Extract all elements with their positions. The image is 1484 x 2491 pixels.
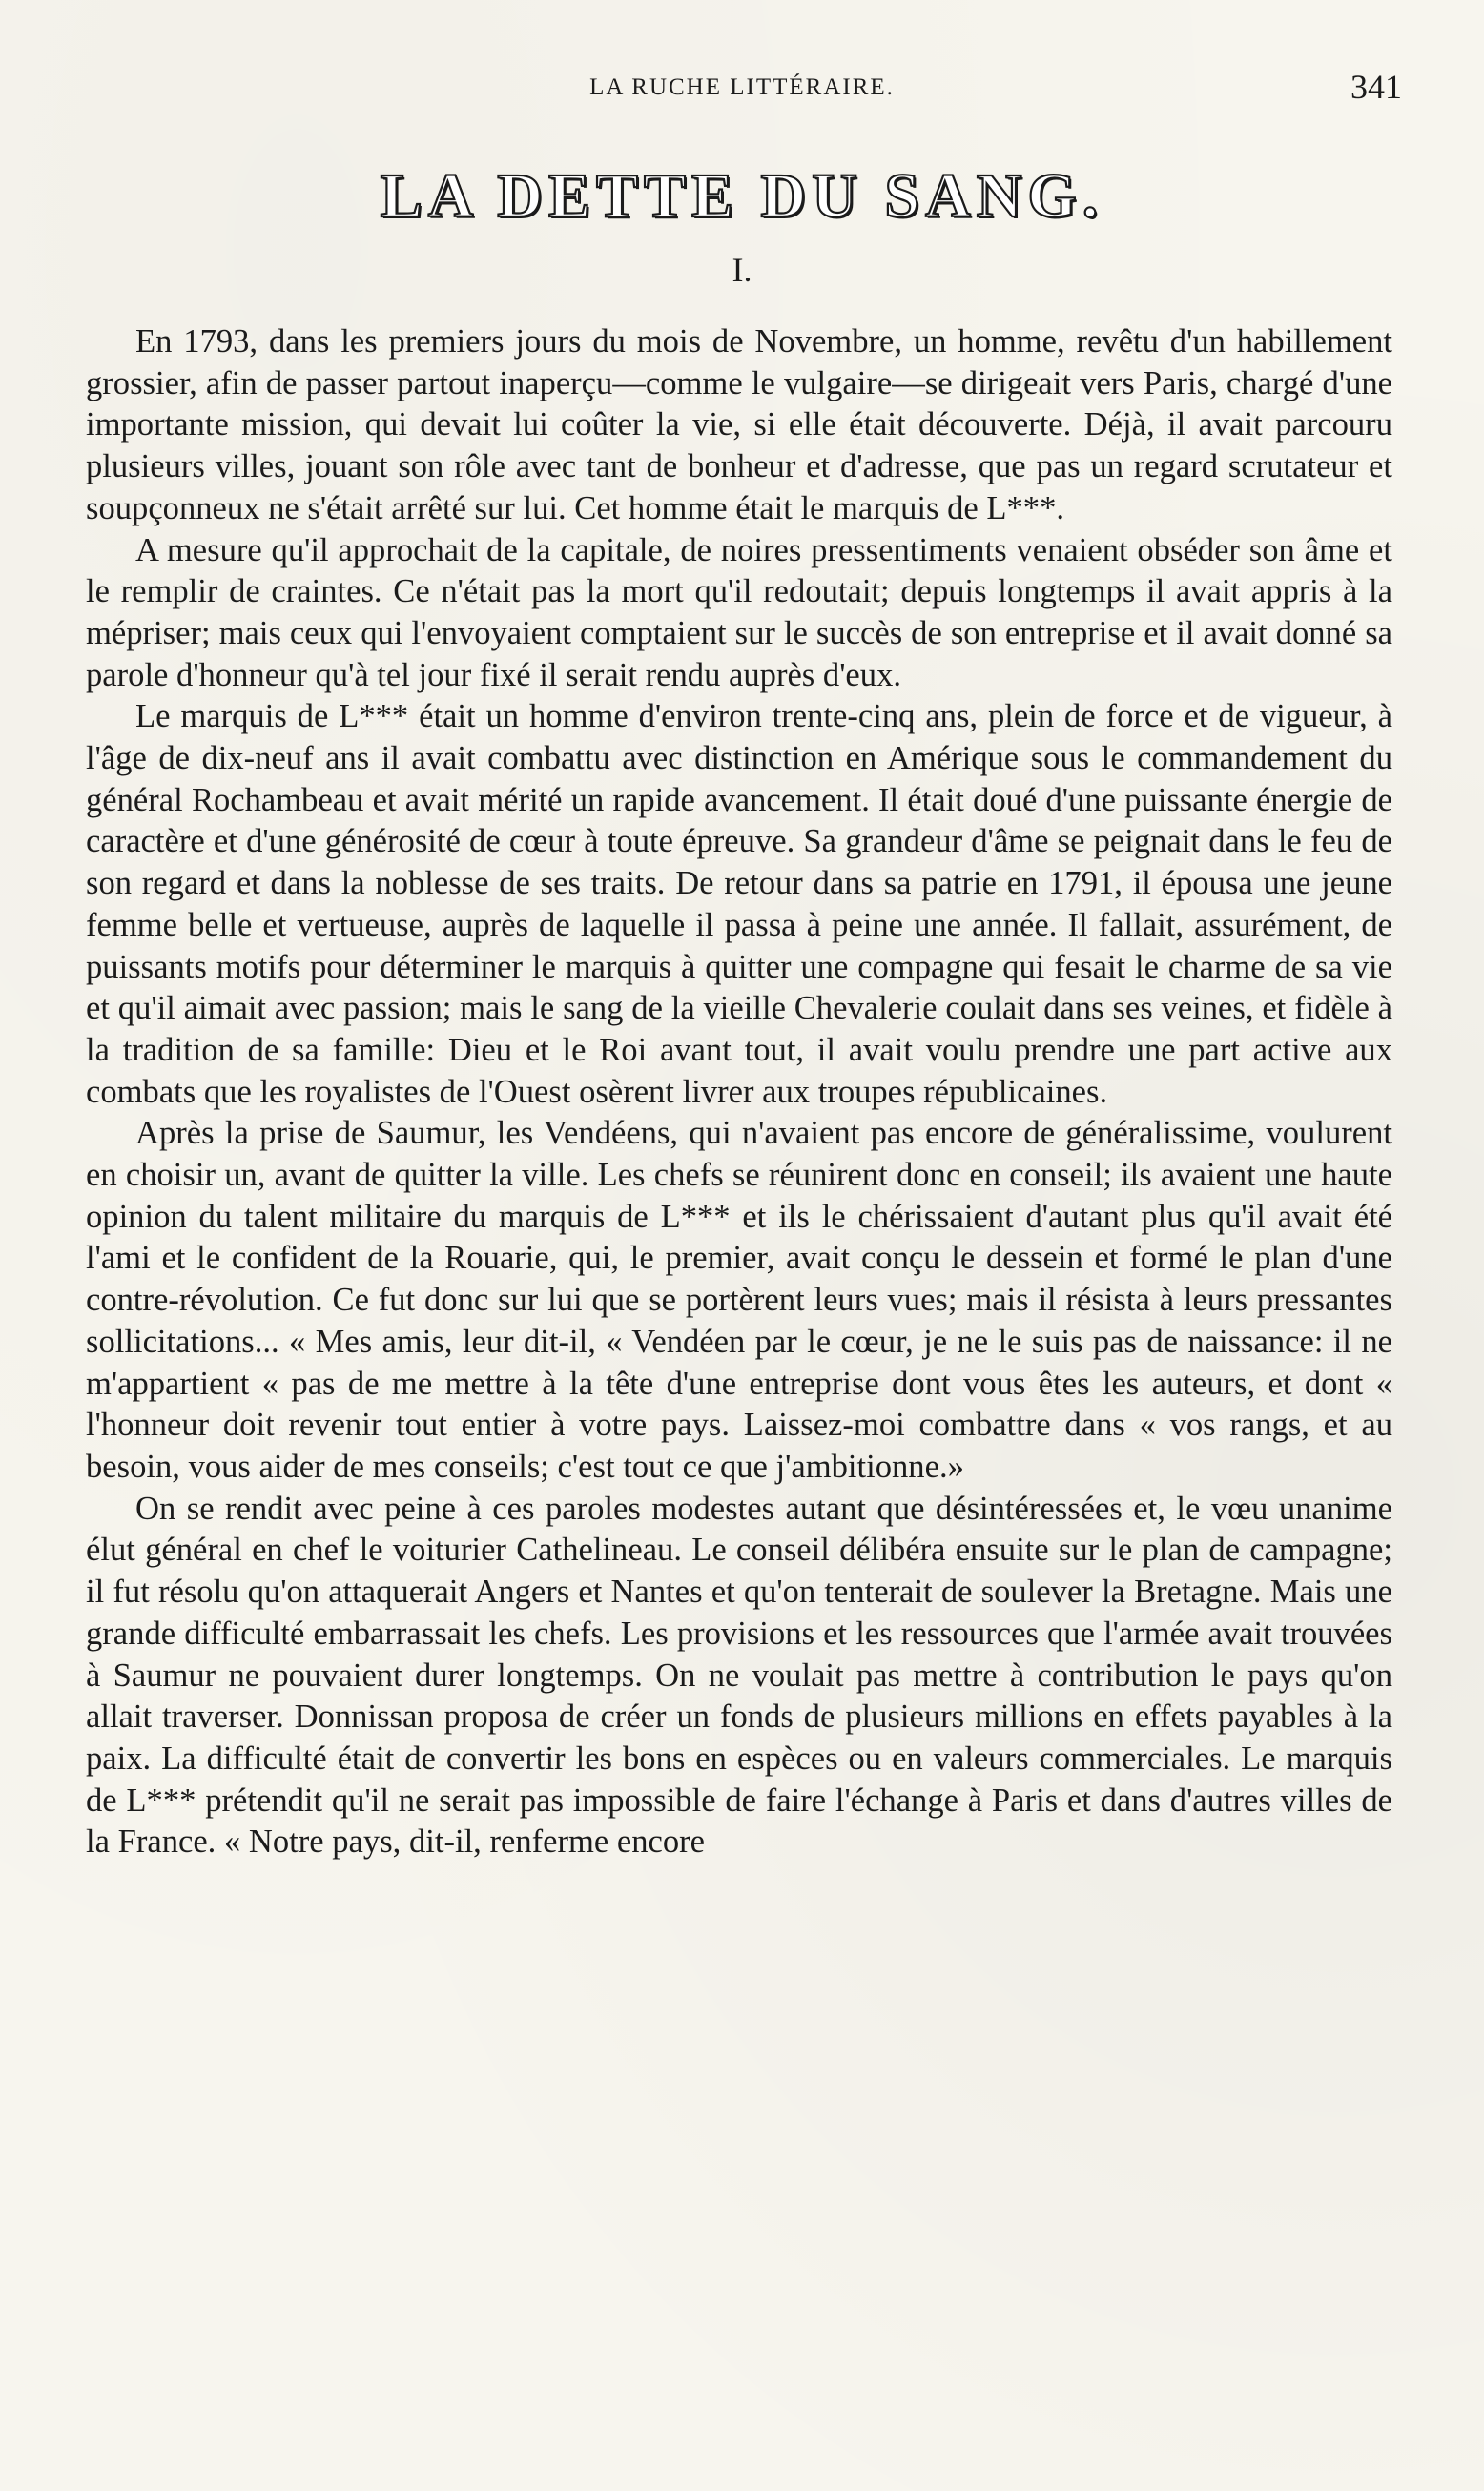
paragraph: Après la prise de Saumur, les Vendéens, qui n'avaient pas encore de généralissime, voulurent en choisir un, avant de quitter la ville. Les chefs se réunirent donc en conseil; ils avaient une haute opinion du talent militaire du marquis de L*** et ils le chérissaient d'autant plus qu'il avait été l'ami et le confident de la Rouarie, qui, le premier, avait conçu le dessein et formé le plan d'une contre-révolution. Ce fut donc sur lui que se portèrent leurs vues; mais il résista à leurs pressantes sollicitations... « Mes amis, leur dit-il, « Vendéen par le cœur, je ne le suis pas de naissance: il ne m'appartient « pas de me mettre à la tête d'une entreprise dont vous êtes les auteurs, et dont « l'honneur doit revenir tout entier à votre pays. Laissez-moi combattre dans « vos rangs, et au besoin, vous aider de mes conseils; c'est tout ce que j'ambitionne.» xyxy=(86,1115,1392,1485)
article-body xyxy=(86,321,1392,1863)
paragraph: A mesure qu'il approchait de la capitale, de noires pressentiments venaient obséder son âme et le remplir de craintes. Ce n'était pas la mort qu'il redoutait; depuis longtemps il avait appris à la mépriser; mais ceux qui l'envoyaient comptaient sur le succès de son entreprise et il avait donné sa parole d'honneur qu'à tel jour fixé il serait rendu auprès d'eux. xyxy=(86,531,1392,693)
running-title: LA RUCHE LITTÉRAIRE. xyxy=(589,74,895,100)
paragraph: On se rendit avec peine à ces paroles modestes autant que désintéressées et, le vœu unanime élut général en chef le voiturier Cathelineau. Le conseil délibéra ensuite sur le plan de campagne; il fut résolu qu'on attaquerait Angers et Nantes et qu'on tenterait de soulever la Bretagne. Mais une grande difficulté embarrassait les chefs. Les provisions et les ressources que l'armée avait trouvées à Saumur ne pouvaient durer longtemps. On ne voulait pas mettre à contribution le pays qu'on allait traverser. Donnissan proposa de créer un fonds de plusieurs millions en effets payables à la paix. La difficulté était de convertir les bons en espèces ou en valeurs commerciales. Le marquis de L*** prétendit qu'il ne serait pas impossible de faire l'échange à Paris et dans d'autres villes de la France. « Notre pays, dit-il, renferme encore xyxy=(86,1490,1392,1861)
paragraph: En 1793, dans les premiers jours du mois de Novembre, un homme, revêtu d'un habillement grossier, afin de passer partout inaperçu—comme le vulgaire—se dirigeait vers Paris, chargé d'une importante mission, qui devait lui coûter la vie, si elle était découverte. Déjà, il avait parcouru plusieurs villes, jouant son rôle avec tant de bonheur et d'adresse, que pas un regard scrutateur et soupçonneux ne s'était arrêté sur lui. Cet homme était le marquis de L***. xyxy=(86,323,1392,526)
running-header xyxy=(0,57,1484,105)
page-number: 341 xyxy=(1350,68,1402,106)
section-number: I. xyxy=(732,251,752,289)
article-title: LA DETTE DU SANG. xyxy=(380,161,1104,231)
paragraph: Le marquis de L*** était un homme d'environ trente-cinq ans, plein de force et de vigueur, à l'âge de dix-neuf ans il avait combattu avec distinction en Amérique sous le commandement du général Rochambeau et avait mérité un rapide avancement. Il était doué d'une puissante énergie de caractère et d'une générosité de cœur à toute épreuve. Sa grandeur d'âme se peignait dans le feu de son regard et dans la noblesse de ses traits. De retour dans sa patrie en 1791, il épousa une jeune femme belle et vertueuse, auprès de laquelle il passa à peine une année. Il fallait, assurément, de puissants motifs pour déterminer le marquis à quitter une compagne qui fesait le charme de sa vie et qu'il aimait avec passion; mais le sang de la vieille Chevalerie coulait dans ses veines, et fidèle à la tradition de sa famille: Dieu et le Roi avant tout, il avait voulu prendre une part active aux combats que les royalistes de l'Ouest osèrent livrer aux troupes républicaines. xyxy=(86,698,1392,1110)
